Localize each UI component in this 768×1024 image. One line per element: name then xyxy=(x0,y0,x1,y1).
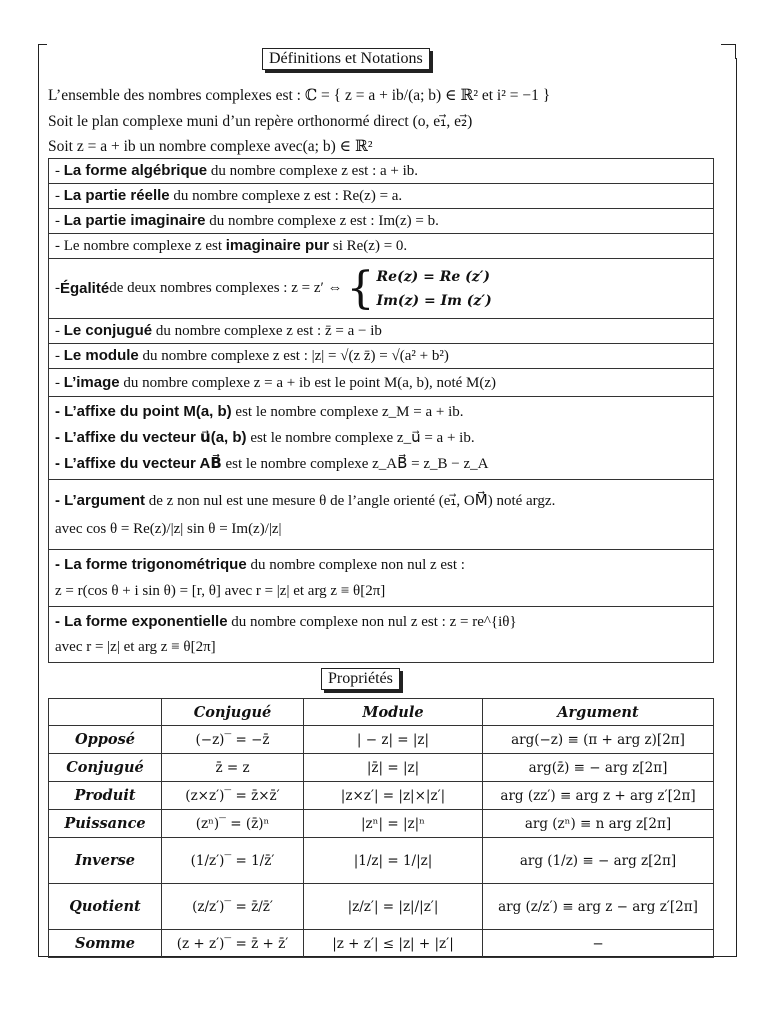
definition-text: du nombre complexe z est : Im(z) = b. xyxy=(205,213,439,229)
definition-prefix: - xyxy=(55,323,64,339)
definition-row xyxy=(49,369,714,397)
property-name: Puissance xyxy=(49,810,162,838)
system-equation-real: Re(z) = Re (z′) xyxy=(376,268,491,285)
definition-text: du nombre complexe z = a + ib est le point M(a, b), noté M(z) xyxy=(119,374,497,391)
property-name: Somme xyxy=(49,930,162,958)
definition-row xyxy=(49,209,714,234)
properties-table xyxy=(48,698,714,958)
property-row xyxy=(49,754,714,782)
property-module: |1/z| = 1/|z| xyxy=(304,838,483,884)
definition-term: Le conjugué xyxy=(63,322,153,339)
properties-title: Propriétés xyxy=(321,668,400,690)
affix-line xyxy=(55,399,707,425)
header-conjugue: Conjugué xyxy=(162,699,304,726)
definition-prefix: - Le nombre complexe z est xyxy=(55,238,226,254)
argument-row xyxy=(49,480,714,550)
trig-formula: z = r(cos θ + i sin θ) = [r, θ] avec r = |z| et arg z ≡ θ[2π] xyxy=(55,583,386,599)
definition-prefix: - xyxy=(55,213,64,229)
trig-text: du nombre complexe non nul z est : xyxy=(246,557,465,573)
definition-term: La forme algébrique xyxy=(63,162,208,179)
definition-text: du nombre complexe z est : a + ib. xyxy=(207,163,419,179)
argument-text: de z non nul est une mesure θ de l’angle orienté (e₁⃗, OM⃗) noté argz. xyxy=(145,492,556,509)
definitions-table xyxy=(48,158,714,663)
affix-line xyxy=(55,451,707,477)
argument-term: - L’argument xyxy=(55,491,146,509)
properties-header-row xyxy=(49,699,714,726)
property-row xyxy=(49,930,714,958)
property-name: Opposé xyxy=(49,726,162,754)
definition-prefix: - xyxy=(55,280,60,296)
property-row xyxy=(49,884,714,930)
intro-line: Soit le plan complexe muni d’un repère orthonormé direct (o, e₁⃗, e₂⃗) xyxy=(48,113,473,130)
left-brace: { xyxy=(346,262,375,314)
definition-term: Égalité xyxy=(60,280,110,297)
property-conjugue: (zⁿ)‾ = (z̄)ⁿ xyxy=(162,810,304,838)
definition-text: si Re(z) = 0. xyxy=(329,238,408,254)
header-empty xyxy=(49,699,162,726)
property-argument: arg(−z) ≡ (π + arg z)[2π] xyxy=(483,726,714,754)
affix-text: est le nombre complexe z_AB⃗ = z_B − z_A xyxy=(221,456,489,472)
affix-term: - L’affixe du vecteur AB⃗ xyxy=(55,455,222,472)
definition-term: Le module xyxy=(63,347,139,364)
property-conjugue: (−z)‾ = −z̄ xyxy=(162,726,304,754)
property-argument: − xyxy=(483,930,714,958)
intro-line: L’ensemble des nombres complexes est : ℂ = { z = a + ib/(a; b) ∈ ℝ² et i² = −1 } xyxy=(48,87,551,104)
property-module: |z×z′| = |z|×|z′| xyxy=(304,782,483,810)
property-name: Inverse xyxy=(49,838,162,884)
property-argument: arg (zⁿ) ≡ n arg z[2π] xyxy=(483,810,714,838)
definitions-title: Définitions et Notations xyxy=(262,48,430,70)
property-module: |z + z′| ≤ |z| + |z′| xyxy=(304,930,483,958)
expo-text: du nombre complexe non nul z est : z = re^{iθ} xyxy=(227,614,517,630)
definition-term: L’image xyxy=(63,373,120,391)
expo-term: - La forme exponentielle xyxy=(55,613,228,630)
definition-row xyxy=(49,234,714,259)
definition-row xyxy=(49,184,714,209)
property-module: | − z| = |z| xyxy=(304,726,483,754)
system-equation-imag: Im(z) = Im (z′) xyxy=(376,292,492,309)
definition-text: de deux nombres complexes : z = z′ ⇔ xyxy=(109,280,343,296)
property-row xyxy=(49,782,714,810)
property-module: |zⁿ| = |z|ⁿ xyxy=(304,810,483,838)
corner-mark xyxy=(721,44,736,59)
trig-row xyxy=(49,550,714,607)
property-argument: arg (1/z) ≡ − arg z[2π] xyxy=(483,838,714,884)
property-conjugue: (1/z′)‾ = 1/z̄′ xyxy=(162,838,304,884)
definition-row xyxy=(49,159,714,184)
header-argument: Argument xyxy=(483,699,714,726)
affix-term: - L’affixe du point M(a, b) xyxy=(55,403,232,420)
property-conjugue: (z + z′)‾ = z̄ + z̄′ xyxy=(162,930,304,958)
property-conjugue: (z×z′)‾ = z̄×z̄′ xyxy=(162,782,304,810)
affix-term: - L’affixe du vecteur u⃗(a, b) xyxy=(55,429,247,446)
affix-row xyxy=(49,397,714,480)
definition-prefix: - xyxy=(55,348,64,364)
definition-prefix: - xyxy=(55,163,64,179)
property-argument: arg (zz′) ≡ arg z + arg z′[2π] xyxy=(483,782,714,810)
property-module: |z̄| = |z| xyxy=(304,754,483,782)
property-conjugue: z̄̄ = z xyxy=(162,754,304,782)
definition-term: La partie réelle xyxy=(63,187,170,204)
affix-line xyxy=(55,425,707,451)
header-module: Module xyxy=(304,699,483,726)
definition-prefix: - xyxy=(55,374,64,391)
property-row xyxy=(49,838,714,884)
definition-text: du nombre complexe z est : z̄ = a − ib xyxy=(152,323,382,339)
corner-mark xyxy=(38,44,47,59)
definition-term: imaginaire pur xyxy=(225,237,330,254)
property-name: Produit xyxy=(49,782,162,810)
property-conjugue: (z/z′)‾ = z̄/z̄′ xyxy=(162,884,304,930)
affix-text: est le nombre complexe z_M = a + ib. xyxy=(231,404,464,420)
definition-text: du nombre complexe z est : Re(z) = a. xyxy=(169,188,403,204)
affix-text: est le nombre complexe z_u⃗ = a + ib. xyxy=(246,430,475,446)
property-argument: arg (z/z′) ≡ arg z − arg z′[2π] xyxy=(483,884,714,930)
definition-term: La partie imaginaire xyxy=(63,212,206,229)
property-argument: arg(z̄) ≡ − arg z[2π] xyxy=(483,754,714,782)
expo-row xyxy=(49,607,714,663)
property-name: Quotient xyxy=(49,884,162,930)
definition-prefix: - xyxy=(55,188,64,204)
expo-formula: avec r = |z| et arg z ≡ θ[2π] xyxy=(55,639,216,655)
definition-row xyxy=(49,259,714,319)
intro-line: Soit z = a + ib un nombre complexe avec(a; b) ∈ ℝ² xyxy=(48,138,373,155)
property-module: |z/z′| = |z|/|z′| xyxy=(304,884,483,930)
property-name: Conjugué xyxy=(49,754,162,782)
definition-row xyxy=(49,344,714,369)
definition-row xyxy=(49,319,714,344)
property-row xyxy=(49,726,714,754)
trig-term: - La forme trigonométrique xyxy=(55,556,247,573)
definition-text: du nombre complexe z est : |z| = √(z z̄) = √(a² + b²) xyxy=(138,348,449,364)
property-row xyxy=(49,810,714,838)
argument-formula: avec cos θ = Re(z)/|z| sin θ = Im(z)/|z| xyxy=(55,520,282,537)
